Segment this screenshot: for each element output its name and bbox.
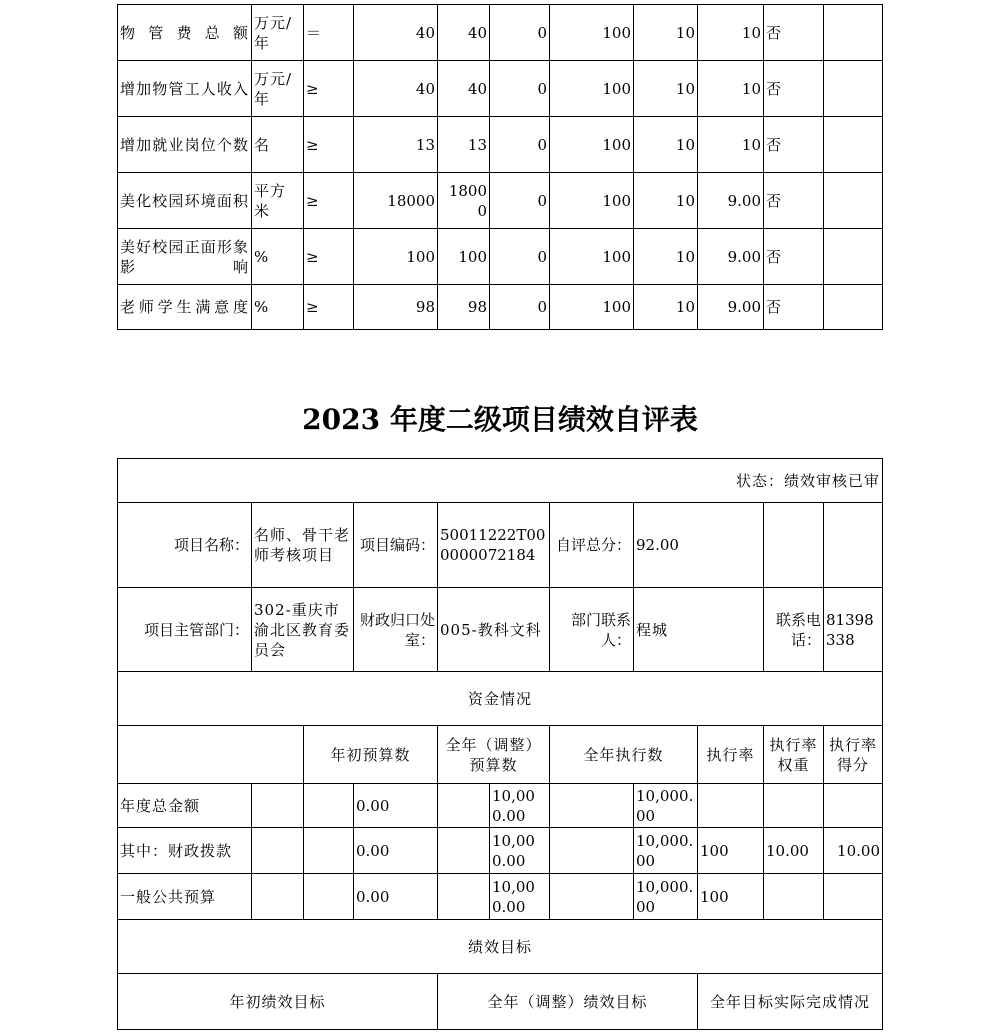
indicator-name: 物管费总额 (118, 5, 252, 61)
indicator-flag: 否 (764, 285, 824, 330)
indicator-target: 40 (354, 5, 438, 61)
indicator-weight: 10 (634, 5, 698, 61)
funds-weight: 10.00 (764, 828, 824, 874)
self-evaluation-table (117, 458, 883, 1030)
header-executed: 全年执行数 (550, 726, 698, 784)
header-exec-score: 执行率得分 (824, 726, 883, 784)
contact-value: 程城 (634, 588, 764, 672)
funds-score (824, 784, 883, 828)
indicator-flag: 否 (764, 173, 824, 229)
funds-rate (698, 784, 764, 828)
table-row (118, 828, 883, 874)
project-code-value: 50011222T000000072184 (438, 503, 550, 588)
indicator-table (117, 4, 883, 330)
header-initial-budget: 年初预算数 (304, 726, 438, 784)
indicator-rate: 100 (550, 61, 634, 117)
goals-actual-header: 全年目标实际完成情况 (698, 974, 883, 1030)
indicator-actual: 100 (438, 229, 490, 285)
status-text: 状态：绩效审核已审 (118, 459, 883, 503)
indicator-flag: 否 (764, 5, 824, 61)
funds-score (824, 874, 883, 920)
indicator-diff: 0 (490, 117, 550, 173)
indicator-operator: ≥ (304, 285, 354, 330)
table-row (118, 784, 883, 828)
header-adjusted-budget: 全年（调整）预算数 (438, 726, 550, 784)
indicator-operator: ≥ (304, 61, 354, 117)
project-name-label: 项目名称： (118, 503, 252, 588)
indicator-weight: 10 (634, 285, 698, 330)
contact-label: 部门联系人： (550, 588, 634, 672)
table-row (118, 229, 883, 285)
indicator-score: 10 (698, 5, 764, 61)
header-exec-weight: 执行率权重 (764, 726, 824, 784)
indicator-rate: 100 (550, 5, 634, 61)
indicator-note (824, 229, 883, 285)
indicator-rate: 100 (550, 117, 634, 173)
dept-label: 项目主管部门： (118, 588, 252, 672)
indicator-operator: ≥ (304, 173, 354, 229)
indicator-flag: 否 (764, 229, 824, 285)
indicator-name: 美化校园环境面积 (118, 173, 252, 229)
indicator-name: 增加物管工人收入 (118, 61, 252, 117)
indicator-target: 40 (354, 61, 438, 117)
indicator-name: 增加就业岗位个数 (118, 117, 252, 173)
goals-initial-header: 年初绩效目标 (118, 974, 438, 1030)
indicator-diff: 0 (490, 61, 550, 117)
indicator-diff: 0 (490, 229, 550, 285)
indicator-flag: 否 (764, 117, 824, 173)
funds-adjusted: 10,000.00 (490, 828, 550, 874)
indicator-unit: 万元/年 (252, 5, 304, 61)
table-row (118, 117, 883, 173)
indicator-score: 9.00 (698, 173, 764, 229)
indicator-actual: 98 (438, 285, 490, 330)
funds-row-label: 年度总金额 (118, 784, 252, 828)
funds-rate: 100 (698, 874, 764, 920)
indicator-operator: ＝ (304, 5, 354, 61)
indicator-weight: 10 (634, 117, 698, 173)
indicator-weight: 10 (634, 61, 698, 117)
table-row (118, 285, 883, 330)
funds-initial: 0.00 (354, 874, 438, 920)
funds-executed: 10,000.00 (634, 874, 698, 920)
funds-rate: 100 (698, 828, 764, 874)
indicator-actual: 13 (438, 117, 490, 173)
indicator-rate: 100 (550, 173, 634, 229)
indicator-unit: 平方米 (252, 173, 304, 229)
indicator-weight: 10 (634, 173, 698, 229)
indicator-name: 美好校园正面形象影响 (118, 229, 252, 285)
funds-adjusted: 10,000.00 (490, 784, 550, 828)
funds-weight (764, 784, 824, 828)
indicator-note (824, 173, 883, 229)
table-row (118, 5, 883, 61)
indicator-actual: 18000 (438, 173, 490, 229)
indicator-operator: ≥ (304, 229, 354, 285)
indicator-target: 100 (354, 229, 438, 285)
funds-adjusted: 10,000.00 (490, 874, 550, 920)
indicator-rate: 100 (550, 285, 634, 330)
project-name-value: 名师、骨干老师考核项目 (252, 503, 354, 588)
indicator-score: 9.00 (698, 285, 764, 330)
indicator-target: 13 (354, 117, 438, 173)
indicator-actual: 40 (438, 5, 490, 61)
indicator-note (824, 117, 883, 173)
indicator-rate: 100 (550, 229, 634, 285)
page-title: 2023 年度二级项目绩效自评表 (302, 403, 698, 436)
phone-value: 81398338 (824, 588, 883, 672)
funds-score: 10.00 (824, 828, 883, 874)
indicator-score: 10 (698, 61, 764, 117)
funds-initial: 0.00 (354, 828, 438, 874)
indicator-unit: 万元/年 (252, 61, 304, 117)
self-score-value: 92.00 (634, 503, 764, 588)
indicator-note (824, 5, 883, 61)
indicator-actual: 40 (438, 61, 490, 117)
funds-weight (764, 874, 824, 920)
indicator-unit: % (252, 229, 304, 285)
funds-section-title: 资金情况 (118, 672, 883, 726)
project-code-label: 项目编码： (354, 503, 438, 588)
dept-value: 302-重庆市渝北区教育委员会 (252, 588, 354, 672)
indicator-diff: 0 (490, 173, 550, 229)
office-label: 财政归口处室： (354, 588, 438, 672)
indicator-score: 10 (698, 117, 764, 173)
office-value: 005-教科文科 (438, 588, 550, 672)
indicator-name: 老师学生满意度 (118, 285, 252, 330)
indicator-target: 98 (354, 285, 438, 330)
funds-executed: 10,000.00 (634, 784, 698, 828)
self-score-label: 自评总分： (550, 503, 634, 588)
indicator-weight: 10 (634, 229, 698, 285)
funds-row-label: 其中：财政拨款 (118, 828, 252, 874)
table-row (118, 173, 883, 229)
indicator-diff: 0 (490, 285, 550, 330)
indicator-diff: 0 (490, 5, 550, 61)
goals-adjusted-header: 全年（调整）绩效目标 (438, 974, 698, 1030)
funds-initial: 0.00 (354, 784, 438, 828)
indicator-note (824, 61, 883, 117)
table-row (118, 874, 883, 920)
indicator-unit: % (252, 285, 304, 330)
indicator-operator: ≥ (304, 117, 354, 173)
indicator-flag: 否 (764, 61, 824, 117)
header-exec-rate: 执行率 (698, 726, 764, 784)
indicator-target: 18000 (354, 173, 438, 229)
funds-executed: 10,000.00 (634, 828, 698, 874)
indicator-note (824, 285, 883, 330)
indicator-score: 9.00 (698, 229, 764, 285)
indicator-unit: 名 (252, 117, 304, 173)
funds-row-label: 一般公共预算 (118, 874, 252, 920)
phone-label: 联系电话： (764, 588, 824, 672)
goals-section-title: 绩效目标 (118, 920, 883, 974)
table-row (118, 61, 883, 117)
